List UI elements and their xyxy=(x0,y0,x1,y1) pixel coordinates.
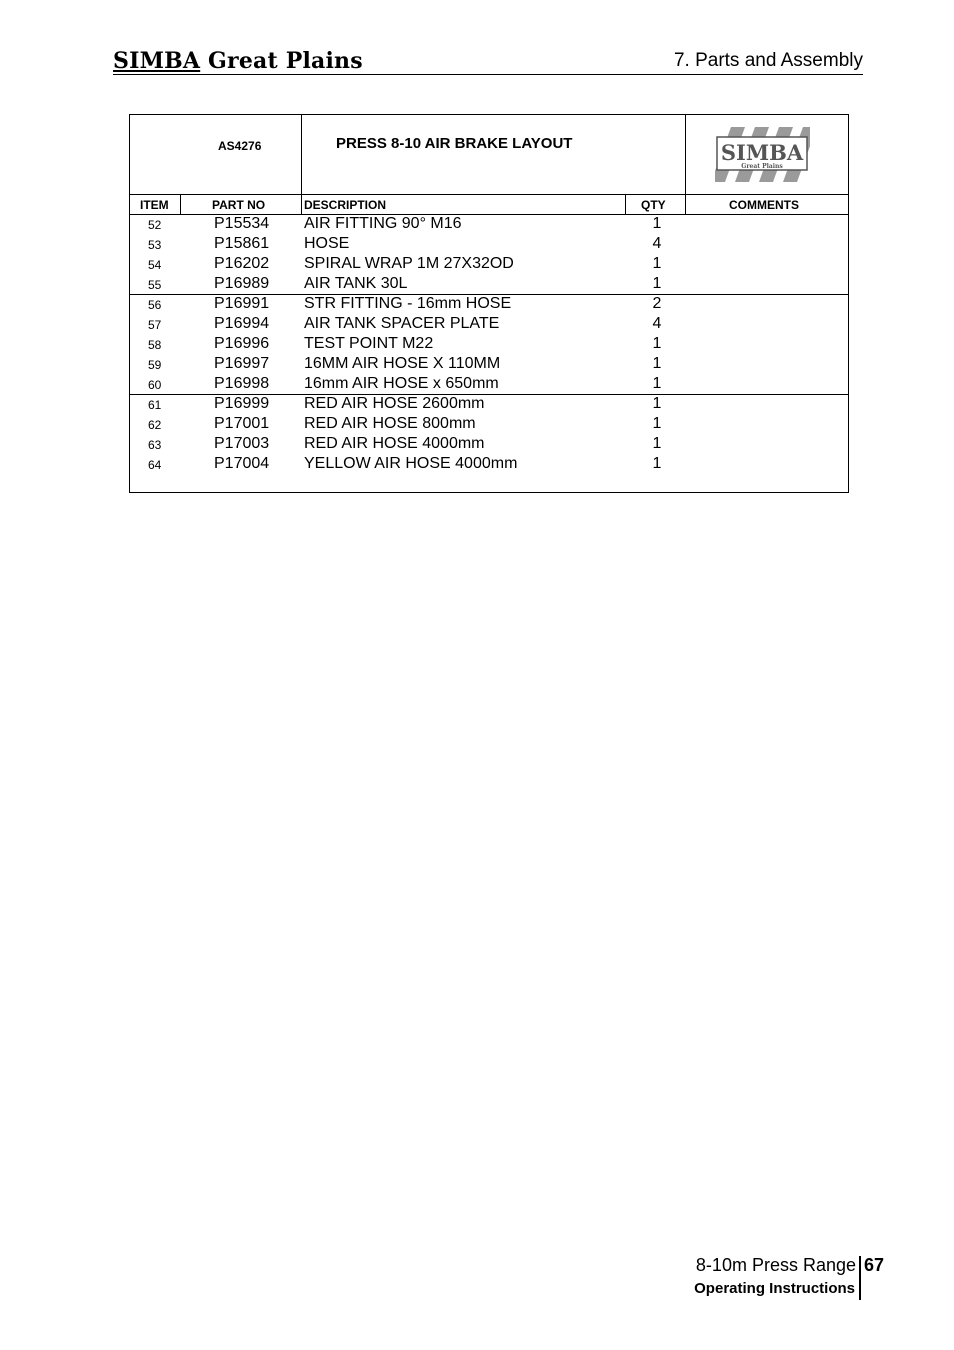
table-row xyxy=(130,355,848,375)
row-description: 16MM AIR HOSE X 110MM xyxy=(304,355,501,372)
row-item: 53 xyxy=(148,238,162,252)
row-part-no: P17004 xyxy=(214,455,270,472)
row-item: 64 xyxy=(148,458,162,472)
col-header-qty: QTY xyxy=(641,198,666,212)
row-description: AIR TANK SPACER PLATE xyxy=(304,315,500,332)
row-qty: 1 xyxy=(652,215,662,232)
row-qty: 1 xyxy=(652,335,662,352)
table-row xyxy=(130,295,848,315)
divider-col-item xyxy=(180,194,181,214)
row-part-no: P16994 xyxy=(214,315,270,332)
row-description: SPIRAL WRAP 1M 27X32OD xyxy=(304,255,514,272)
simba-logo-icon xyxy=(715,127,810,182)
row-item: 62 xyxy=(148,418,162,432)
row-qty: 1 xyxy=(652,355,662,372)
logo-subtext: Great Plains xyxy=(741,163,783,170)
row-qty: 1 xyxy=(652,455,662,472)
row-description: RED AIR HOSE 2600mm xyxy=(304,395,485,412)
footer-range: 8-10m Press Range xyxy=(695,1255,856,1275)
row-qty: 1 xyxy=(652,275,662,292)
table-row xyxy=(130,275,848,295)
row-item: 59 xyxy=(148,358,162,372)
row-qty: 2 xyxy=(652,295,662,312)
page-number: 67 xyxy=(864,1255,885,1275)
row-description: TEST POINT M22 xyxy=(304,335,434,352)
divider-header-columns xyxy=(130,194,848,195)
row-part-no: P16996 xyxy=(214,335,270,352)
section-title: 7. Parts and Assembly xyxy=(673,50,863,71)
row-qty: 4 xyxy=(652,315,662,332)
row-description: HOSE xyxy=(304,235,350,252)
row-item: 60 xyxy=(148,378,162,392)
col-header-part: PART NO xyxy=(212,198,266,212)
row-part-no: P15861 xyxy=(214,235,270,252)
row-item: 63 xyxy=(148,438,162,452)
footer-divider xyxy=(859,1256,861,1300)
table-row xyxy=(130,215,848,235)
table-row xyxy=(130,435,848,455)
assembly-title: PRESS 8-10 AIR BRAKE LAYOUT xyxy=(336,135,573,152)
assembly-code: AS4276 xyxy=(218,139,262,153)
row-qty: 1 xyxy=(652,395,662,412)
row-part-no: P16997 xyxy=(214,355,270,372)
row-description: AIR FITTING 90° M16 xyxy=(304,215,462,232)
row-description: RED AIR HOSE 800mm xyxy=(304,415,476,432)
table-row xyxy=(130,395,848,415)
divider-col-qty xyxy=(625,194,626,214)
table-row xyxy=(130,375,848,395)
row-part-no: P16991 xyxy=(214,295,270,312)
row-description: YELLOW AIR HOSE 4000mm xyxy=(304,455,518,472)
brand-logo-text xyxy=(113,48,363,74)
row-qty: 1 xyxy=(652,415,662,432)
row-description: 16mm AIR HOSE x 650mm xyxy=(304,375,499,392)
row-qty: 1 xyxy=(652,375,662,392)
table-row xyxy=(130,415,848,435)
row-part-no: P15534 xyxy=(214,215,270,232)
table-row xyxy=(130,455,848,475)
table-row xyxy=(130,335,848,355)
col-header-comments: COMMENTS xyxy=(729,198,799,212)
header-divider xyxy=(113,74,863,75)
row-part-no: P16998 xyxy=(214,375,270,392)
row-qty: 1 xyxy=(652,435,662,452)
brand-great-plains: Great Plains xyxy=(200,48,363,74)
col-header-item: ITEM xyxy=(140,198,169,212)
row-item: 54 xyxy=(148,258,162,272)
row-item: 58 xyxy=(148,338,162,352)
row-item: 61 xyxy=(148,398,162,412)
table-row xyxy=(130,255,848,275)
col-header-description: DESCRIPTION xyxy=(304,198,387,212)
table-row xyxy=(130,315,848,335)
row-description: RED AIR HOSE 4000mm xyxy=(304,435,485,452)
table-row xyxy=(130,235,848,255)
row-item: 57 xyxy=(148,318,162,332)
row-qty: 1 xyxy=(652,255,662,272)
row-item: 56 xyxy=(148,298,162,312)
row-part-no: P16202 xyxy=(214,255,270,272)
row-description: AIR TANK 30L xyxy=(304,275,408,292)
row-description: STR FITTING - 16mm HOSE xyxy=(304,295,512,312)
row-part-no: P17001 xyxy=(214,415,270,432)
divider-title-logo xyxy=(685,115,686,215)
row-part-no: P16989 xyxy=(214,275,270,292)
row-part-no: P16999 xyxy=(214,395,270,412)
row-part-no: P17003 xyxy=(214,435,270,452)
row-item: 55 xyxy=(148,278,162,292)
logo-text: SIMBA xyxy=(720,140,804,165)
footer-subtitle: Operating Instructions xyxy=(694,1280,855,1297)
parts-table xyxy=(129,114,849,493)
divider-code-title xyxy=(301,115,302,215)
row-qty: 4 xyxy=(652,235,662,252)
brand-simba: SIMBA xyxy=(113,48,201,74)
row-item: 52 xyxy=(148,218,162,232)
